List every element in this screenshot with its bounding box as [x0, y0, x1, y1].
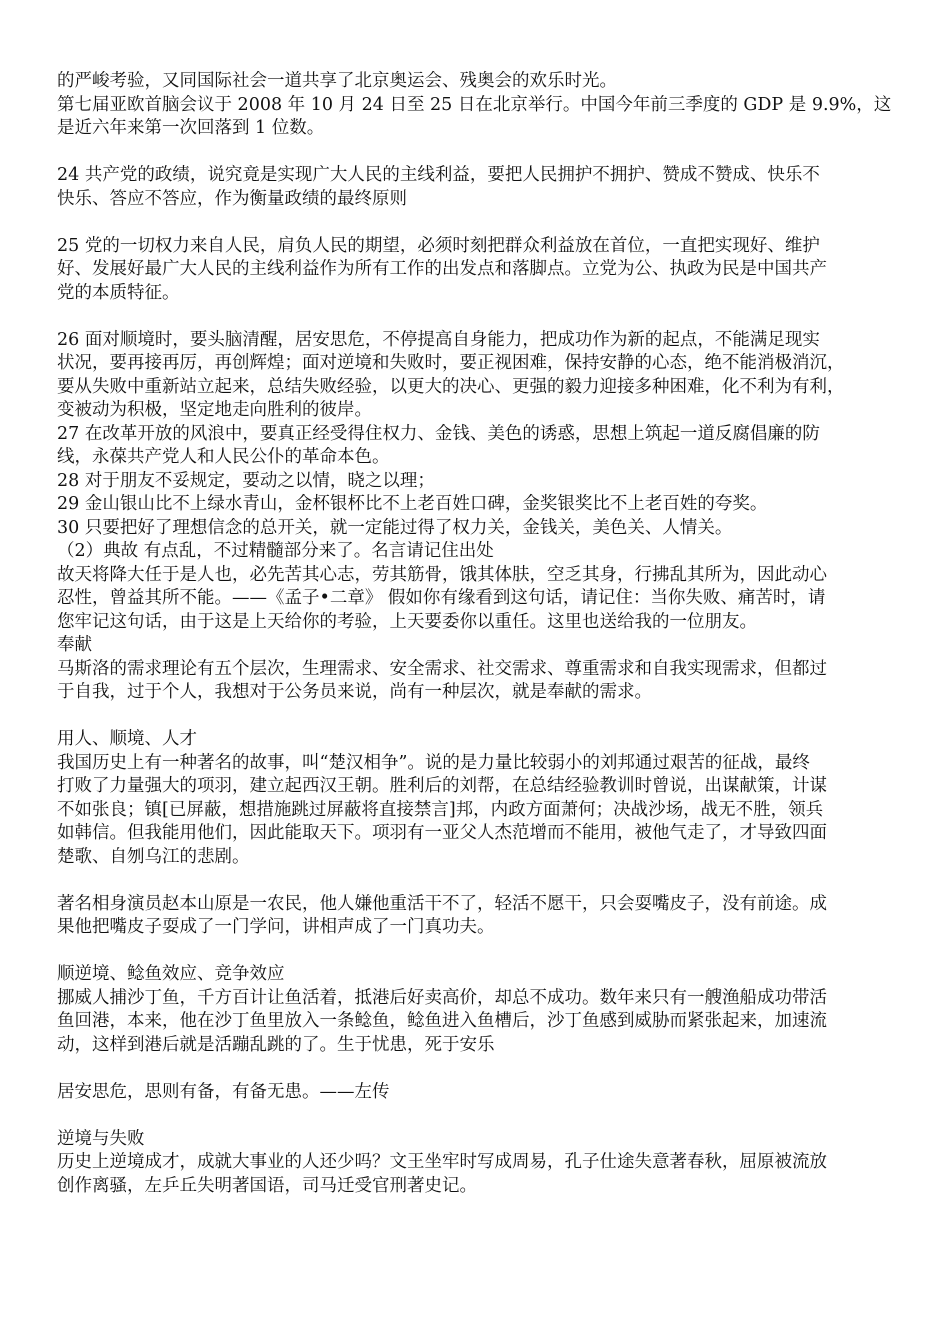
- paragraph-gap: [57, 305, 902, 329]
- text-line: 果他把嘴皮子耍成了一门学问，讲相声成了一门真功夫。: [57, 917, 495, 937]
- text-line: 用人、顺境、人才: [57, 729, 197, 749]
- text-line: 楚歌、自刎乌江的悲剧。: [57, 846, 250, 867]
- text-line: 鱼回港，本来，他在沙丁鱼里放入一条鲶鱼，鲶鱼进入鱼槽后，沙丁鱼感到威胁而紧张起来，加速流: [57, 1011, 827, 1031]
- paragraph-gap: [57, 1057, 902, 1081]
- paragraph-gap: [57, 869, 902, 893]
- text-line: 我国历史上有一种著名的故事，叫“楚汉相争”。说的是力量比较弱小的刘邦通过艰苦的征战，最终: [57, 752, 810, 773]
- text-line: 第七届亚欧首脑会议于 2008 年 10 月 24 日至 25 日在北京举行。中国今年前三季度的 GDP 是 9.9%，这: [57, 94, 892, 115]
- text-line: （2）典故 有点乱，不过精髓部分来了。名言请记住出处: [57, 541, 494, 561]
- text-line: 如韩信。但我能用他们，因此能取天下。项羽有一亚父人杰范增而不能用，被他气走了，才导致四面: [57, 823, 827, 843]
- text-line: 逆境与失败: [57, 1128, 145, 1149]
- paragraph-gap: [57, 211, 902, 235]
- text-line: 25 党的一切权力来自人民，肩负人民的期望，必须时刻把群众利益放在首位，一直把实现好、维护: [57, 235, 820, 256]
- text-line: 24 共产党的政绩，说究竟是实现广大人民的主线利益，要把人民拥护不拥护、赞成不赞成、快乐不: [57, 165, 820, 185]
- text-line: 不如张良；镇[已屏蔽，想措施跳过屏蔽将直接禁言]邦，内政方面萧何；决战沙场，战无不胜，领兵: [57, 799, 824, 820]
- paragraph-gap: [57, 940, 902, 964]
- text-line: 30 只要把好了理想信念的总开关，就一定能过得了权力关，金钱关，美色关、人情关。: [57, 517, 733, 538]
- text-line: 马斯洛的需求理论有五个层次，生理需求、安全需求、社交需求、尊重需求和自我实现需求，但都过: [57, 658, 827, 679]
- text-line: 好、发展好最广大人民的主线利益作为所有工作的出发点和落脚点。立党为公、执政为民是中国共产: [57, 259, 827, 279]
- text-line: 创作离骚，左乒丘失明著国语，司马迁受官刑著史记。: [57, 1175, 477, 1196]
- text-line: 是近六年来第一次回落到 1 位数。: [57, 118, 325, 138]
- text-line: 于自我，过于个人，我想对于公务员来说，尚有一种层次，就是奉献的需求。: [57, 682, 652, 702]
- text-line: 历史上逆境成才，成就大事业的人还少吗？文王坐牢时写成周易，孔子仕途失意著春秋，屈原被流放: [57, 1152, 827, 1172]
- document-body: [57, 70, 902, 1198]
- text-line: 26 面对顺境时，要头脑清醒，居安思危，不停提高自身能力，把成功作为新的起点，不能满足现实: [57, 329, 820, 350]
- text-line: 您牢记这句话，由于这是上天给你的考验，上天要委你以重任。这里也送给我的一位朋友。: [57, 611, 757, 632]
- text-line: 线，永葆共产党人和人民公仆的革命本色。: [57, 447, 390, 467]
- text-line: 状况，要再接再厉，再创辉煌；面对逆境和失败时，要正视困难，保持安静的心态，绝不能消极消沉，: [57, 353, 845, 373]
- text-line: 要从失败中重新站立起来，总结失败经验，以更大的决心、更强的毅力迎接多种困难，化不利为有利，: [57, 376, 845, 397]
- text-line: 居安思危，思则有备，有备无患。——左传: [57, 1081, 390, 1102]
- text-line: 奉献: [57, 635, 92, 655]
- text-line: 29 金山银山比不上绿水青山，金杯银杯比不上老百姓口碑，金奖银奖比不上老百姓的夸奖。: [57, 494, 768, 514]
- text-line: 顺逆境、鲶鱼效应、竞争效应: [57, 964, 285, 984]
- text-line: 著名相身演员赵本山原是一农民，他人嫌他重活干不了，轻活不愿干，只会耍嘴皮子，没有前途。成: [57, 893, 827, 914]
- text-line: 的严峻考验，又同国际社会一道共享了北京奥运会、残奥会的欢乐时光。: [57, 71, 617, 91]
- text-line: 挪威人捕沙丁鱼，千方百计让鱼活着，抵港后好卖高价，却总不成功。数年来只有一艘渔船成功带活: [57, 987, 827, 1008]
- text-line: 快乐、答应不答应，作为衡量政绩的最终原则: [57, 188, 407, 209]
- paragraph-gap: [57, 141, 902, 165]
- text-line: 忍性，曾益其所不能。——《孟子•二章》 假如你有缘看到这句话，请记住：当你失败、痛苦时，请: [57, 588, 826, 608]
- text-line: 打败了力量强大的项羽，建立起西汉王朝。胜利后的刘帮，在总结经验教训时曾说，出谋献策，计谋: [57, 776, 827, 796]
- text-line: 28 对于朋友不妥规定，要动之以情，晓之以理；: [57, 470, 435, 491]
- text-line: 故天将降大任于是人也，必先苦其心志，劳其筋骨，饿其体肤，空乏其身，行拂乱其所为，因此动心: [57, 564, 827, 585]
- text-line: 变被动为积极，坚定地走向胜利的彼岸。: [57, 400, 372, 420]
- text-line: 27 在改革开放的风浪中，要真正经受得住权力、金钱、美色的诱惑，思想上筑起一道反腐倡廉的防: [57, 423, 820, 444]
- paragraph-gap: [57, 1104, 902, 1128]
- text-line: 党的本质特征。: [57, 282, 180, 303]
- paragraph-gap: [57, 705, 902, 729]
- text-line: 动，这样到港后就是活蹦乱跳的了。生于忧患，死于安乐: [57, 1034, 495, 1055]
